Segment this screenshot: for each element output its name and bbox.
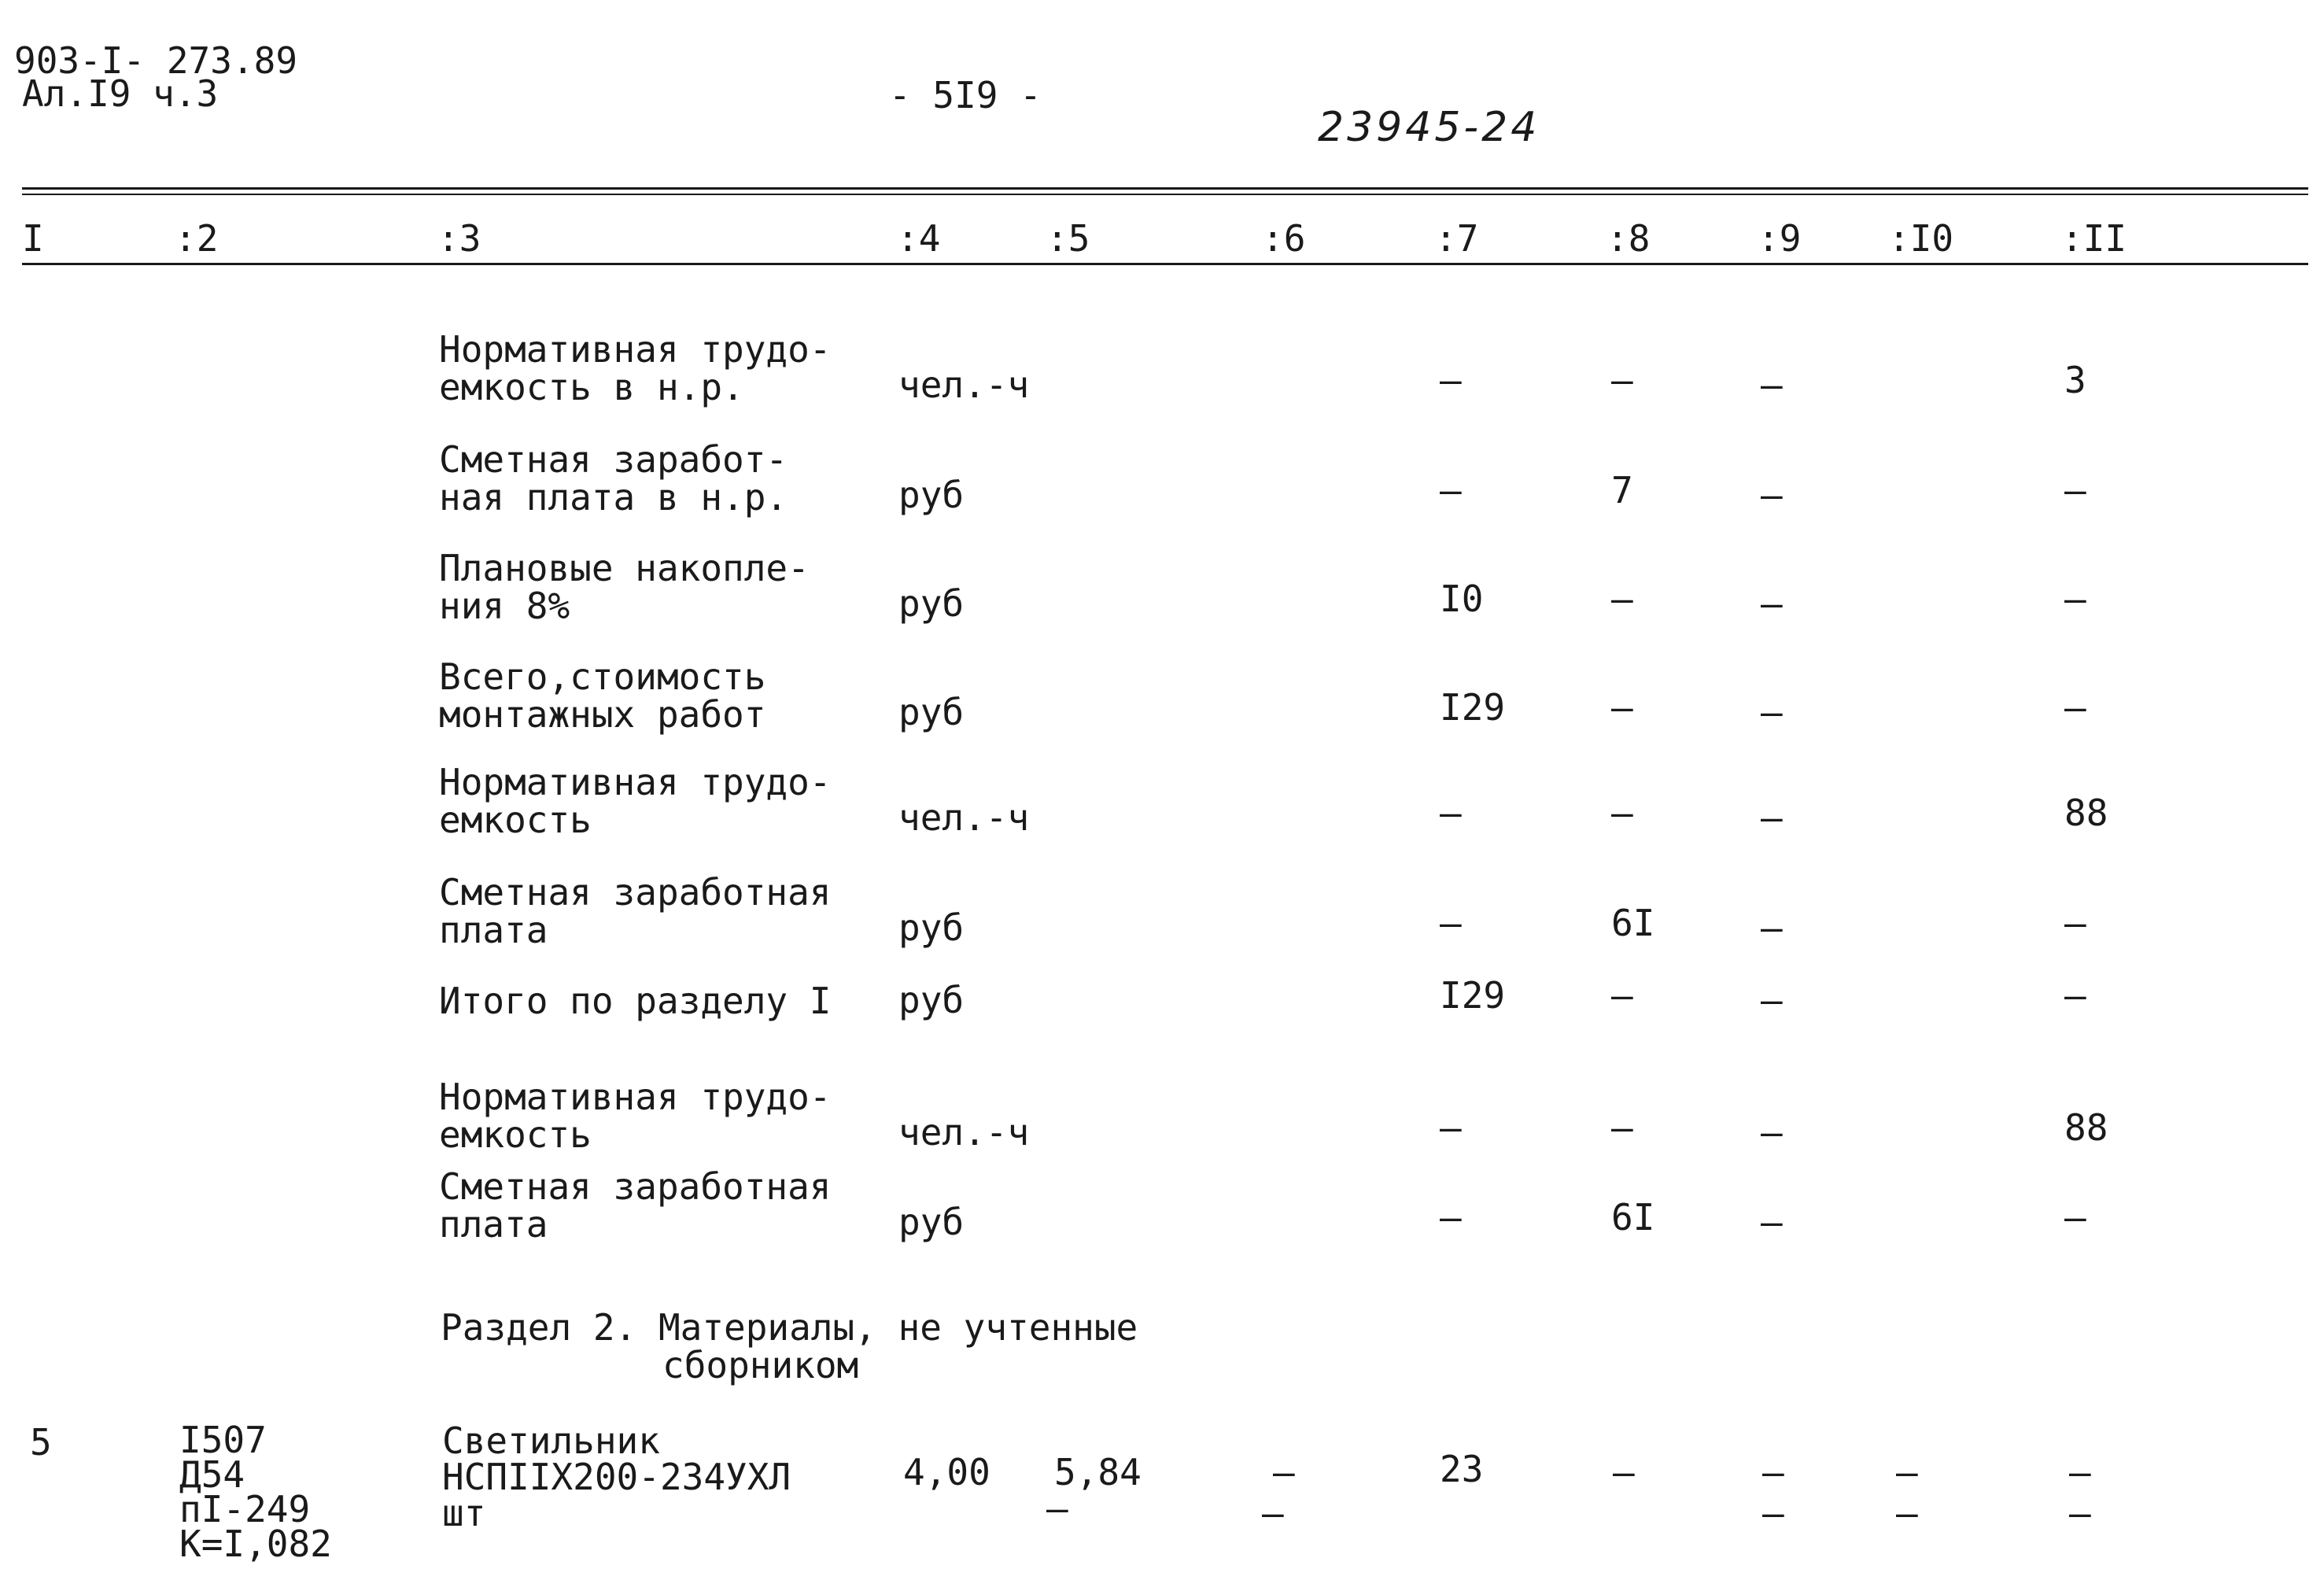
row-col11: – [2064, 1196, 2086, 1239]
column-header-8: :8 [1607, 217, 1651, 260]
column-header-3: :3 [437, 217, 481, 260]
row-col8: – [1611, 974, 1633, 1017]
row-description: Всего,стоимость монтажных работ [439, 655, 766, 736]
row-col8: – [1611, 578, 1633, 620]
item-col10: – [1896, 1451, 1918, 1493]
row-col7: – [1440, 902, 1462, 944]
column-header-11: :II [2061, 217, 2127, 260]
row-unit: чел.-ч [898, 796, 1030, 839]
inventory-stamp: 23945-24 [1318, 104, 1540, 151]
row-col9: – [1761, 582, 1783, 625]
row-col11: – [2064, 974, 2086, 1017]
row-col9: – [1761, 796, 1783, 839]
row-col7: – [1440, 1106, 1462, 1149]
row-col8: – [1611, 1106, 1633, 1149]
row-unit: чел.-ч [898, 1111, 1030, 1154]
row-col9: – [1761, 1111, 1783, 1154]
item-quantity: 4,00 [903, 1451, 990, 1493]
table-top-rule-thin [22, 194, 2308, 195]
column-header-1: I [22, 217, 44, 260]
row-description: Нормативная трудо- емкость в н.р. [439, 328, 832, 408]
item-price-code: I507 Д54 пI-249 К=I,082 [179, 1419, 332, 1565]
item-number: 5 [30, 1421, 52, 1464]
row-col9: – [1761, 979, 1783, 1021]
item-sub-price: – [1046, 1487, 1068, 1530]
item-sub-col6: – [1262, 1492, 1284, 1534]
row-unit: руб [898, 906, 965, 949]
row-description: Сметная заработная плата [439, 1165, 832, 1246]
column-header-2: :2 [175, 217, 219, 260]
document-code: 903-I- 273.89 [14, 39, 298, 82]
row-col9: – [1761, 364, 1783, 406]
column-header-6: :6 [1262, 217, 1306, 260]
row-col11: – [2064, 686, 2086, 729]
row-unit: руб [898, 1201, 965, 1243]
row-col8: 6I [1611, 902, 1655, 944]
column-header-5: :5 [1046, 217, 1090, 260]
table-top-rule [22, 187, 2308, 190]
row-col7: I29 [1440, 974, 1506, 1017]
column-header-9: :9 [1758, 217, 1802, 260]
item-sub-col10: – [1896, 1492, 1918, 1534]
row-col9: – [1761, 691, 1783, 733]
row-col7: I29 [1440, 686, 1506, 729]
row-col8: – [1611, 792, 1633, 834]
row-col7: I0 [1440, 578, 1484, 620]
column-header-4: :4 [897, 217, 941, 260]
row-col9: – [1761, 474, 1783, 516]
column-header-7: :7 [1435, 217, 1479, 260]
item-col7: 23 [1440, 1448, 1484, 1490]
album-reference: Ал.I9 ч.3 [22, 72, 219, 115]
item-col11: – [2069, 1451, 2091, 1493]
row-description: Плановые накопле- ния 8% [439, 547, 810, 627]
item-col6: – [1273, 1451, 1295, 1493]
row-unit: чел.-ч [898, 364, 1030, 406]
row-col8: 7 [1611, 469, 1633, 511]
row-col7: – [1440, 469, 1462, 511]
item-unit-price: 5,84 [1054, 1451, 1142, 1493]
column-header-10: :I0 [1888, 217, 1954, 260]
row-col11: 88 [2064, 792, 2108, 834]
row-col7: – [1440, 1196, 1462, 1239]
row-unit: руб [898, 582, 965, 625]
row-col7: – [1440, 792, 1462, 834]
row-unit: руб [898, 691, 965, 733]
row-col11: 88 [2064, 1106, 2108, 1149]
row-description: Сметная заработ- ная плата в н.р. [439, 438, 788, 519]
section-2-title: Раздел 2. Материалы, не учтенные [441, 1306, 1138, 1349]
item-col8: – [1613, 1451, 1635, 1493]
row-col7: – [1440, 359, 1462, 401]
row-unit: руб [898, 979, 965, 1021]
row-description: Итого по разделу I [439, 980, 832, 1022]
row-col11: 3 [2064, 359, 2086, 401]
row-col11: – [2064, 902, 2086, 944]
row-col11: – [2064, 469, 2086, 511]
row-unit: руб [898, 474, 965, 516]
row-description: Сметная заработная плата [439, 871, 832, 951]
row-col11: – [2064, 578, 2086, 620]
row-description: Нормативная трудо- емкость [439, 1076, 832, 1156]
row-col9: – [1761, 906, 1783, 949]
item-description: Светильник НСПIIХ200-234УХЛ шт [442, 1419, 791, 1534]
row-col9: – [1761, 1201, 1783, 1243]
row-col8: 6I [1611, 1196, 1655, 1239]
item-sub-col11: – [2069, 1492, 2091, 1534]
item-sub-col9: – [1762, 1492, 1784, 1534]
row-col8: – [1611, 686, 1633, 729]
row-col8: – [1611, 359, 1633, 401]
page-number: - 5I9 - [889, 74, 1042, 116]
item-col9: – [1762, 1451, 1784, 1493]
table-header-bottom-rule [22, 263, 2308, 265]
row-description: Нормативная трудо- емкость [439, 761, 832, 841]
section-2-title-cont: сборником [662, 1344, 859, 1386]
